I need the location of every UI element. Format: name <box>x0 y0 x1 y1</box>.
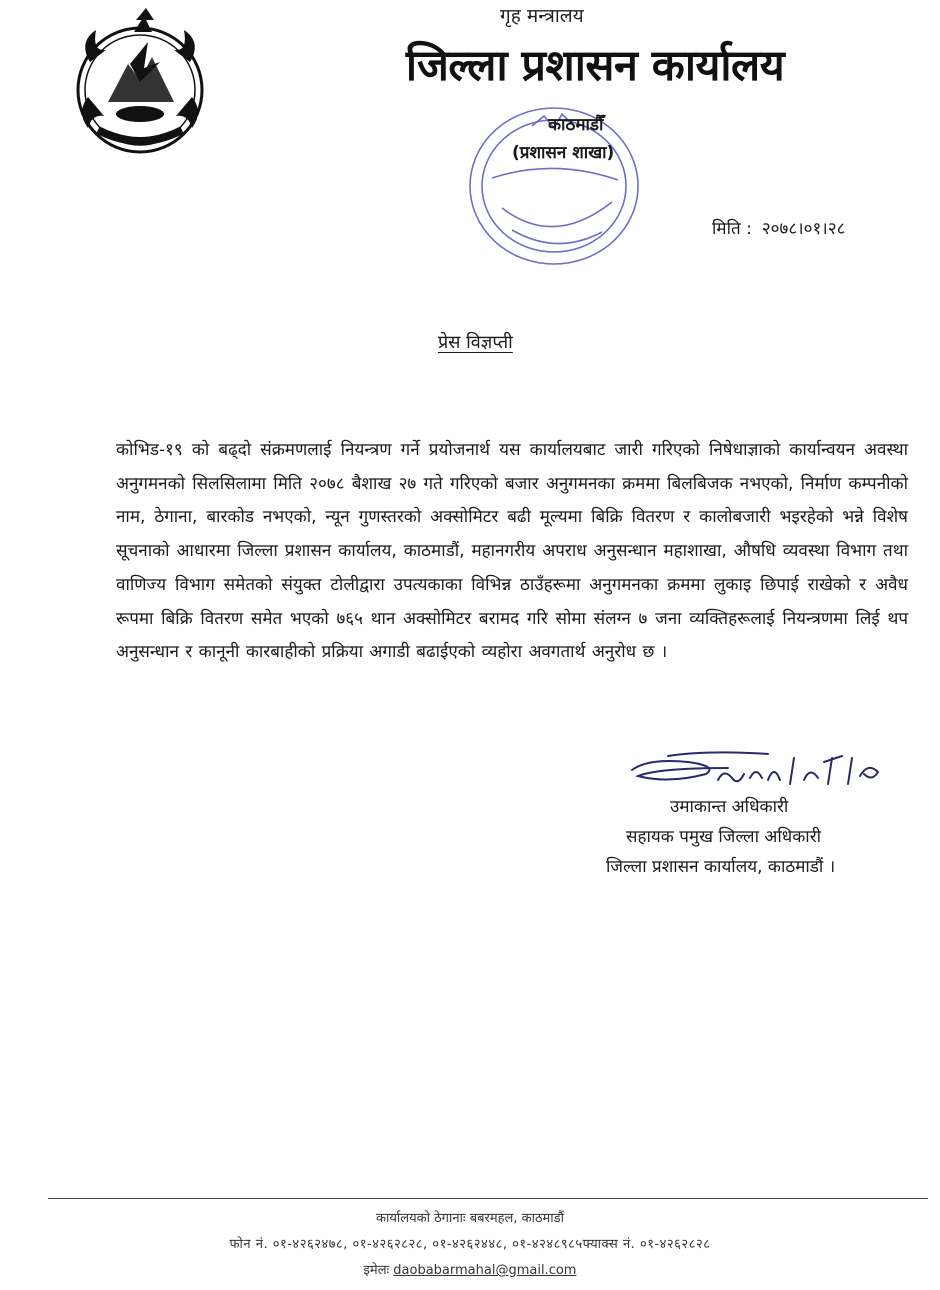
signatory-office: जिल्ला प्रशासन कार्यालय, काठमाडौं । <box>606 857 836 877</box>
signatory-title: सहायक पमुख जिल्ला अधिकारी <box>626 827 822 847</box>
office-city: काठमाडौँ <box>548 115 604 135</box>
footer-email-line <box>0 1260 940 1278</box>
footer-address: कार्यालयको ठेगानाः बबरमहल, काठमाडौं <box>376 1211 564 1226</box>
office-branch: (प्रशासन शाखा) <box>512 143 615 163</box>
date-label: मिति : <box>712 219 752 239</box>
nepal-emblem-seal <box>48 2 228 162</box>
date-value: २०७८।०१।२८ <box>761 219 846 239</box>
signatory-name: उमाकान्त अधिकारी <box>670 797 789 817</box>
footer-phones: फोन नं. ०१-४२६२४७८, ०१-४२६२८२८, ०१-४२६२४४८, ०१-४२४८९८५फ्याक्स नं. ०१-४२६२८२८ <box>229 1237 711 1252</box>
footer-email-link[interactable]: daobabarmahal@gmail.com <box>393 1263 577 1278</box>
footer-divider <box>48 1198 928 1199</box>
handwritten-signature <box>628 744 898 796</box>
press-release-body: कोभिड-१९ को बढ्दो संक्रमणलाई नियन्त्रण गर्ने प्रयोजनार्थ यस कार्यालयबाट जारी गरिएको निषेधाज्ञाको कार्यान्वयन अवस्था अनुगमनको सिलसिलामा मिति २०७८ बैशाख २७ गते गरिएको बजार अनुगमनका क्रममा बिलबिजक नभएको, निर्माण कम्पनीको नाम, ठेगाना, बारकोड नभएको, न्यून गुणस्तरको अक्सोमिटर बढी मूल्यमा बिक्रि वितरण र कालोबजारी भइरहेको भन्ने विशेष सूचनाको आधारमा जिल्ला प्रशासन कार्यालय, काठमाडौं, महानगरीय अपराध अनुसन्धान महाशाखा, औषधि व्यवस्था विभाग तथा वाणिज्य विभाग समेतको संयुक्त टोलीद्वारा उपत्यकाका विभिन्न ठाउँहरूमा अनुगमनका क्रममा लुकाइ छिपाई राखेको र अवैध रूपमा बिक्रि वितरण समेत भएको ७६५ थान अक्सोमिटर बरामद गरि सोमा संलग्न ७ जना व्यक्तिहरूलाई नियन्त्रणमा लिई थप अनुसन्धान र कानूनी कारबाहीको प्रक्रिया अगाडी बढाईएको व्यहोरा अवगतार्थ अनुरोध छ । <box>116 440 908 663</box>
footer-email-label: इमेलः <box>363 1263 390 1278</box>
press-release-heading: प्रेस विज्ञप्ती <box>438 332 513 353</box>
office-name-heading: जिल्ला प्रशासन कार्यालय <box>405 41 785 91</box>
date-line <box>712 216 845 239</box>
ministry-name: गृह मन्त्रालय <box>500 5 584 27</box>
signature-block <box>606 792 906 882</box>
